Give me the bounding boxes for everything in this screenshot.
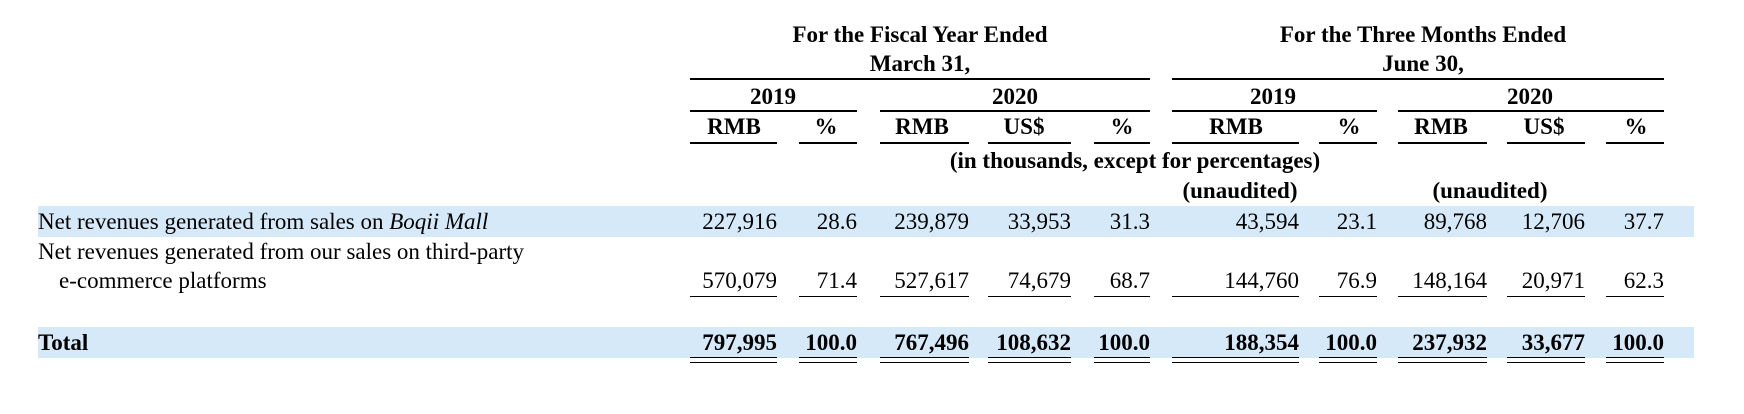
cell-total: 797,995 [702,330,777,355]
cell: 570,079 [702,268,777,293]
three-months-date: June 30, [1382,51,1464,76]
total-double-rule [1398,357,1487,363]
year-header-q2019: 2019 [1250,84,1296,109]
total-double-rule [1094,357,1150,363]
cell: 71.4 [816,268,857,293]
col-header-percent: % [1110,114,1134,139]
subtotal-rule [1606,296,1664,297]
cell: 144,760 [1224,268,1299,293]
cell: 148,164 [1412,268,1487,293]
fiscal-year-title: For the Fiscal Year Ended [792,22,1048,47]
year-header-q2020: 2020 [1507,84,1553,109]
cell: 89,768 [1423,209,1487,234]
col-header-percent: % [1337,114,1361,139]
cell: 62.3 [1623,268,1664,293]
cell: 43,594 [1235,209,1299,234]
col-header-rmb: RMB [895,114,949,139]
cell: 12,706 [1521,209,1585,234]
cell-total: 100.0 [1325,330,1377,355]
three-months-title: For the Three Months Ended [1279,22,1567,47]
cell-total: 33,677 [1521,330,1585,355]
cell: 68.7 [1109,268,1150,293]
unaudited-label: (unaudited) [1182,178,1298,203]
cell-total: 188,354 [1224,330,1299,355]
year-header-fy2020: 2020 [992,84,1038,109]
col-rule [1507,142,1585,144]
cell: 239,879 [894,209,969,234]
cell: 28.6 [816,209,857,234]
col-rule [1606,142,1664,144]
cell-total: 108,632 [996,330,1071,355]
cell: 33,953 [1007,209,1071,234]
col-rule [1094,142,1150,144]
year-header-fy2019: 2019 [750,84,796,109]
row-label-boqii-mall [38,210,488,233]
subtotal-rule [1507,296,1585,297]
subtotal-rule [1319,296,1377,297]
units-note: (in thousands, except for percentages) [949,148,1321,173]
subtotal-rule [1094,296,1150,297]
total-double-rule [690,357,777,363]
cell: 76.9 [1336,268,1377,293]
cell-total: 100.0 [805,330,857,355]
cell-total: 237,932 [1412,330,1487,355]
fiscal-year-date: March 31, [869,51,971,76]
col-header-rmb: RMB [707,114,761,139]
row-label-third-party-line2: e-commerce platforms [59,268,267,293]
row-label-italic: Boqii Mall [389,209,489,234]
col-rule [1172,142,1299,144]
subtotal-rule [1172,296,1299,297]
year-rule-q2019 [1172,110,1377,112]
col-header-percent: % [814,114,838,139]
total-double-rule [880,357,969,363]
col-rule [799,142,857,144]
total-double-rule [988,357,1071,363]
cell: 74,679 [1007,268,1071,293]
col-rule [690,142,777,144]
row-label-text: Net revenues generated from sales on [38,209,390,234]
col-header-usd: US$ [1003,114,1045,139]
total-double-rule [1507,357,1585,363]
cell: 227,916 [702,209,777,234]
unaudited-label: (unaudited) [1432,178,1548,203]
total-double-rule [1172,357,1299,363]
total-double-rule [1319,357,1377,363]
col-rule [988,142,1071,144]
col-rule [1319,142,1377,144]
row-label-third-party-line1: Net revenues generated from our sales on third-party [38,239,525,264]
subtotal-rule [988,296,1071,297]
cell: 23.1 [1336,209,1377,234]
year-rule-fy2019 [690,110,857,112]
col-header-rmb: RMB [1209,114,1263,139]
three-months-group-rule [1172,78,1664,80]
total-double-rule [1606,357,1664,363]
cell-total: 767,496 [894,330,969,355]
total-double-rule [799,357,857,363]
cell: 20,971 [1521,268,1585,293]
cell: 37.7 [1623,209,1664,234]
col-rule [880,142,969,144]
row-label-total: Total [38,330,89,355]
col-rule [1398,142,1487,144]
subtotal-rule [880,296,969,297]
subtotal-rule [1398,296,1487,297]
fiscal-group-rule [690,78,1150,80]
subtotal-rule [799,296,857,297]
year-rule-q2020 [1398,110,1664,112]
cell-total: 100.0 [1098,330,1150,355]
cell: 31.3 [1109,209,1150,234]
year-rule-fy2020 [880,110,1150,112]
cell: 527,617 [894,268,969,293]
col-header-usd: US$ [1523,114,1565,139]
subtotal-rule [690,296,777,297]
col-header-percent: % [1624,114,1648,139]
cell-total: 100.0 [1612,330,1664,355]
col-header-rmb: RMB [1414,114,1468,139]
